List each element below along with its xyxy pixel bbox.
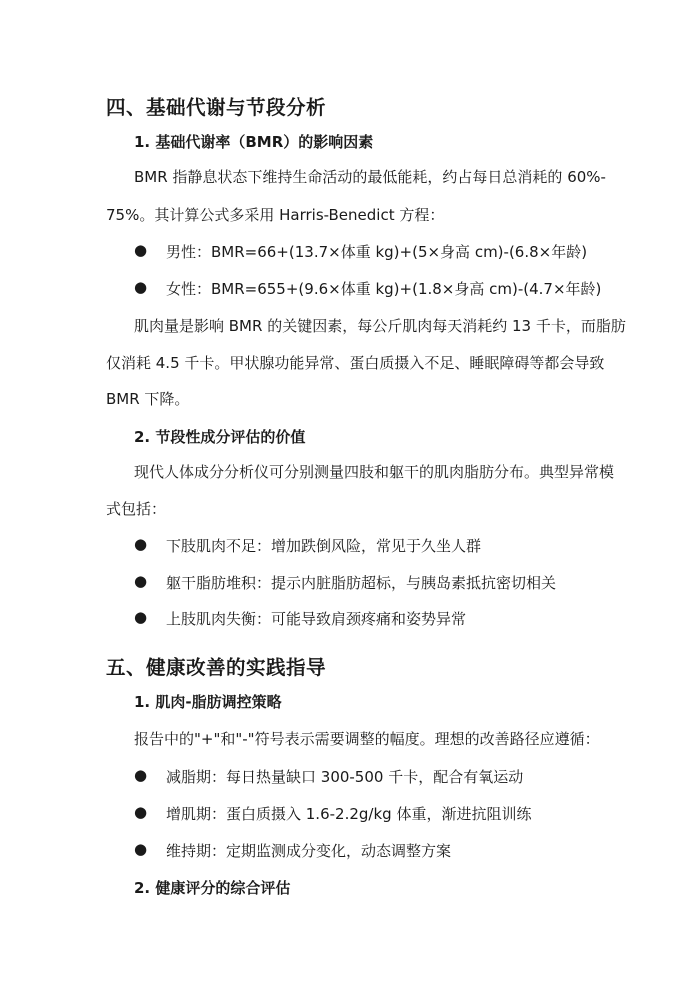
list-item-maintenance [0, 840, 700, 860]
list-item-text: 上肢肌肉失衡：可能导致肩颈疼痛和姿势异常 [166, 610, 467, 628]
list-item-lower-limb [0, 535, 700, 555]
bullet-icon: ● [134, 840, 148, 858]
list-item-text: 男性：BMR=66+(13.7×体重 kg)+(5×身高 cm)-(6.8×年龄) [166, 243, 588, 261]
list-item-text: 下肢肌肉不足：增加跌倒风险，常见于久坐人群 [166, 537, 482, 555]
list-item-male-formula [0, 241, 700, 261]
list-item-trunk-fat [0, 572, 700, 592]
paragraph-segment-line-2: 式包括： [106, 500, 167, 518]
paragraph-segment-line-1: 现代人体成分分析仪可分别测量四肢和躯干的肌肉脂肪分布。典型异常模 [134, 463, 615, 481]
bullet-icon: ● [134, 766, 148, 784]
bullet-icon: ● [134, 535, 148, 553]
list-item-text: 减脂期：每日热量缺口 300-500 千卡，配合有氧运动 [166, 768, 524, 786]
paragraph-strategy: 报告中的"+"和"-"符号表示需要调整的幅度。理想的改善路径应遵循： [134, 730, 600, 748]
list-item-upper-limb [0, 608, 700, 628]
bullet-icon: ● [134, 278, 148, 296]
paragraph-bmr-line-1: BMR 指静息状态下维持生命活动的最低能耗，约占每日总消耗的 60%- [134, 168, 606, 186]
section-4-heading: 四、基础代谢与节段分析 [106, 96, 327, 119]
list-item-text: 女性：BMR=655+(9.6×体重 kg)+(1.8×身高 cm)-(4.7×年龄) [166, 280, 602, 298]
paragraph-muscle-line-1: 肌肉量是影响 BMR 的关键因素，每公斤肌肉每天消耗约 13 千卡，而脂肪 [134, 317, 626, 335]
bullet-icon: ● [134, 803, 148, 821]
list-item-text: 维持期：定期监测成分变化，动态调整方案 [166, 842, 452, 860]
bullet-icon: ● [134, 241, 148, 259]
list-item-fat-loss [0, 766, 700, 786]
subsection-5-2-heading: 2. 健康评分的综合评估 [134, 879, 291, 897]
list-item-text: 增肌期：蛋白质摄入 1.6-2.2g/kg 体重，渐进抗阻训练 [166, 805, 532, 823]
subsection-5-1-heading: 1. 肌肉-脂肪调控策略 [134, 693, 282, 711]
subsection-4-2-heading: 2. 节段性成分评估的价值 [134, 428, 306, 446]
paragraph-muscle-line-3: BMR 下降。 [106, 390, 190, 408]
section-5-heading: 五、健康改善的实践指导 [106, 656, 327, 679]
list-item-female-formula [0, 278, 700, 298]
bullet-icon: ● [134, 572, 148, 590]
subsection-4-1-heading: 1. 基础代谢率（BMR）的影响因素 [134, 133, 374, 151]
list-item-muscle-gain [0, 803, 700, 823]
paragraph-muscle-line-2: 仅消耗 4.5 千卡。甲状腺功能异常、蛋白质摄入不足、睡眠障碍等都会导致 [106, 354, 605, 372]
paragraph-bmr-line-2: 75%。其计算公式多采用 Harris-Benedict 方程： [106, 206, 445, 224]
bullet-icon: ● [134, 608, 148, 626]
list-item-text: 躯干脂肪堆积：提示内脏脂肪超标，与胰岛素抵抗密切相关 [166, 574, 557, 592]
